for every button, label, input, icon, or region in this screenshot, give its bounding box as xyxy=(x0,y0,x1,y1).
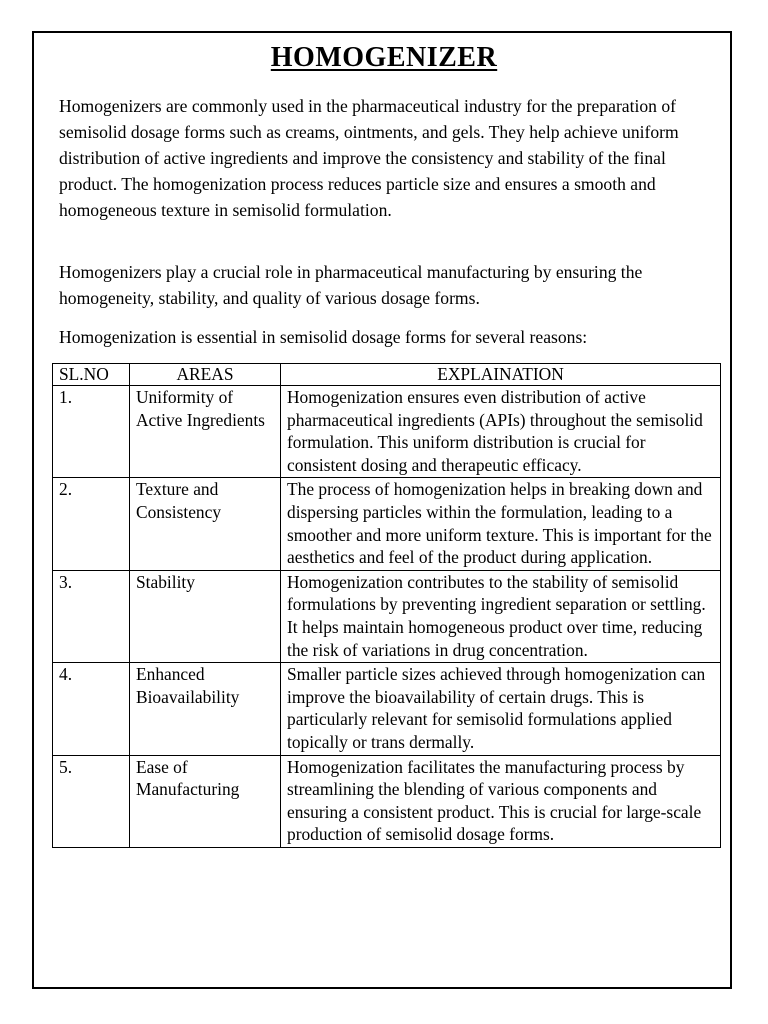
header-explanation: EXPLAINATION xyxy=(281,364,721,386)
cell-explanation: Homogenization facilitates the manufacturing process by streamlining the blending of various components and ensuring a consistent product. This is crucial for large-scale production of semisolid dosage forms. xyxy=(281,755,721,847)
cell-explanation: Homogenization ensures even distribution of active pharmaceutical ingredients (APIs) throughout the semisolid formulation. This uniform distribution is crucial for consistent dosing and therapeutic efficacy. xyxy=(281,386,721,478)
reasons-table xyxy=(52,363,721,848)
table-row xyxy=(53,570,721,662)
cell-explanation: Smaller particle sizes achieved through homogenization can improve the bioavailability of certain drugs. This is particularly relevant for semisolid formulations applied topically or trans dermally. xyxy=(281,663,721,755)
table-row xyxy=(53,386,721,478)
header-sl-no: SL.NO xyxy=(53,364,130,386)
page-title: HOMOGENIZER xyxy=(270,42,498,73)
cell-area: Enhanced Bioavailability xyxy=(130,663,281,755)
reasons-paragraph: Homogenization is essential in semisolid dosage forms for several reasons: xyxy=(59,327,588,347)
cell-area: Stability xyxy=(130,570,281,662)
cell-sl-no: 3. xyxy=(53,570,130,662)
header-areas: AREAS xyxy=(130,364,281,386)
role-paragraph: Homogenizers play a crucial role in pharmaceutical manufacturing by ensuring the homogeneity, stability, and quality of various dosage forms. xyxy=(59,262,643,308)
table-row xyxy=(53,663,721,755)
cell-explanation: The process of homogenization helps in breaking down and dispersing particles within the formulation, leading to a smoother and more uniform texture. This is important for the aesthetics and feel of the product during application. xyxy=(281,478,721,570)
cell-explanation: Homogenization contributes to the stability of semisolid formulations by preventing ingredient separation or settling. It helps maintain homogeneous product over time, reducing the risk of variations in drug concentration. xyxy=(281,570,721,662)
cell-sl-no: 4. xyxy=(53,663,130,755)
cell-area: Ease of Manufacturing xyxy=(130,755,281,847)
cell-area: Texture and Consistency xyxy=(130,478,281,570)
intro-paragraph: Homogenizers are commonly used in the pharmaceutical industry for the preparation of semisolid dosage forms such as creams, ointments, and gels. They help achieve uniform distribution of active ingredients and improve the consistency and stability of the final product. The homogenization process reduces particle size and ensures a smooth and homogeneous texture in semisolid formulation. xyxy=(59,96,679,220)
table-header-row xyxy=(53,364,721,386)
table-row xyxy=(53,755,721,847)
cell-sl-no: 2. xyxy=(53,478,130,570)
cell-sl-no: 5. xyxy=(53,755,130,847)
table-row xyxy=(53,478,721,570)
cell-sl-no: 1. xyxy=(53,386,130,478)
cell-area: Uniformity of Active Ingredients xyxy=(130,386,281,478)
